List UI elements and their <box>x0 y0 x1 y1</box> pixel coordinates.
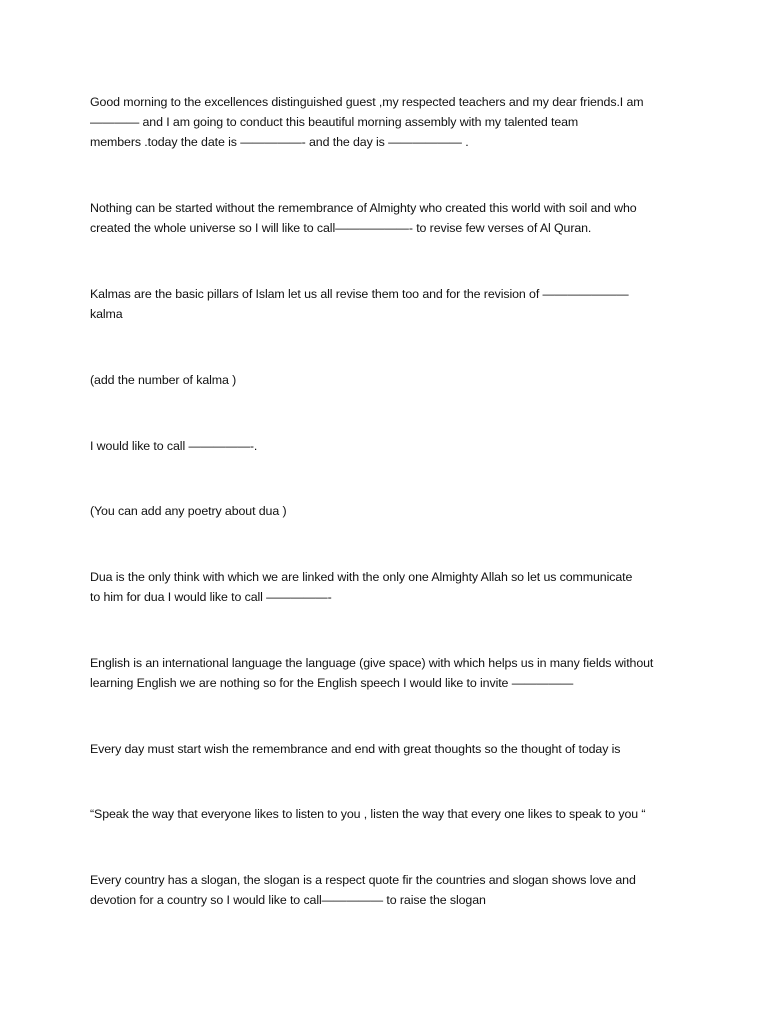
text-line: kalma <box>90 307 123 321</box>
paragraph-kalma <box>90 284 680 324</box>
text-line: (add the number of kalma ) <box>90 373 237 387</box>
text-line: (You can add any poetry about dua ) <box>90 504 287 518</box>
paragraph-english-speech <box>90 653 680 693</box>
text-line: English is an international language the language (give space) with which helps us in many fields without <box>90 656 654 670</box>
paragraph-greeting <box>90 92 680 152</box>
paragraph-poetry-note <box>90 501 680 521</box>
text-line: I would like to call —————-. <box>90 439 258 453</box>
paragraph-thought-quote <box>90 804 680 824</box>
text-line: Every country has a slogan, the slogan is a respect quote fir the countries and slogan shows love and <box>90 873 636 887</box>
paragraph-kalma-note <box>90 370 680 390</box>
text-line: “Speak the way that everyone likes to listen to you , listen the way that every one likes to speak to you “ <box>90 807 646 821</box>
paragraph-thought-intro <box>90 739 680 759</box>
text-line: ———— and I am going to conduct this beautiful morning assembly with my talented team <box>90 115 579 129</box>
text-line: Nothing can be started without the remembrance of Almighty who created this world with soil and who <box>90 201 637 215</box>
text-line: to him for dua I would like to call —————- <box>90 590 332 604</box>
text-line: Every day must start wish the remembrance and end with great thoughts so the thought of today is <box>90 742 621 756</box>
text-line: created the whole universe so I will like to call——————- to revise few verses of Al Quran. <box>90 221 592 235</box>
paragraph-quran-recitation <box>90 198 680 238</box>
text-line: devotion for a country so I would like to call————— to raise the slogan <box>90 893 486 907</box>
text-line: members .today the date is —————- and the day is —————— . <box>90 135 469 149</box>
paragraph-call <box>90 436 680 456</box>
text-line: Dua is the only think with which we are linked with the only one Almighty Allah so let us communicate <box>90 570 633 584</box>
paragraph-slogan <box>90 870 680 910</box>
text-line: Kalmas are the basic pillars of Islam let us all revise them too and for the revision of ——————— <box>90 287 629 301</box>
text-line: Good morning to the excellences distinguished guest ,my respected teachers and my dear friends.I am <box>90 95 644 109</box>
paragraph-dua <box>90 567 680 607</box>
text-line: learning English we are nothing so for the English speech I would like to invite ————— <box>90 676 574 690</box>
